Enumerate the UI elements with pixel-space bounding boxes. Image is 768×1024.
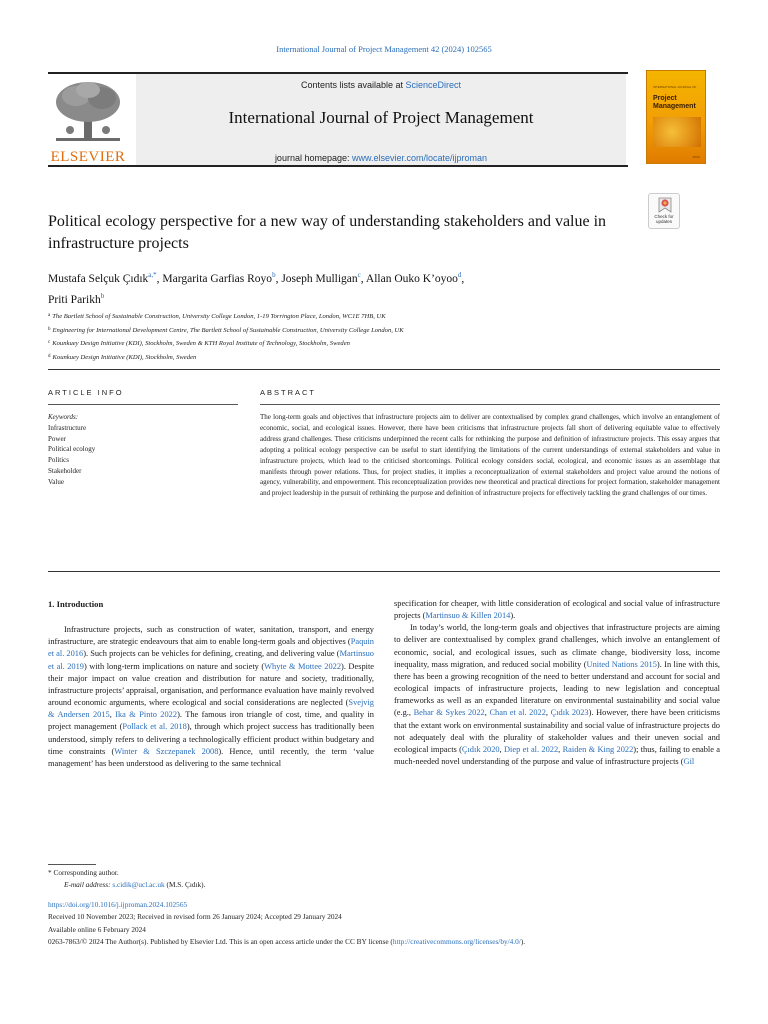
citation-link[interactable]: Whyte & Mottee 2022 <box>264 661 342 671</box>
body-paragraph <box>48 624 374 770</box>
contents-line <box>136 80 626 90</box>
author[interactable] <box>365 271 465 285</box>
received-dates: Received 10 November 2023; Received in revised form 26 January 2024; Accepted 29 January 2024 <box>48 912 342 922</box>
masthead-bottom-rule <box>48 165 628 167</box>
section-divider <box>48 369 720 370</box>
author-affiliation-mark[interactable]: d <box>457 271 462 279</box>
paragraph-text: , <box>499 744 504 754</box>
bookmark-check-icon <box>658 197 672 213</box>
affiliation-item <box>48 324 708 338</box>
cover-badge: IPMA <box>692 155 700 159</box>
affiliation-item <box>48 337 708 351</box>
affiliation-list <box>48 310 708 364</box>
author-name: Mustafa Selçuk Çıdık <box>48 273 149 285</box>
journal-title: International Journal of Project Management <box>228 108 534 127</box>
elsevier-tree-icon <box>48 78 128 146</box>
keyword: Stakeholder <box>48 466 82 475</box>
license-prefix: 0263-7863/© 2024 The Author(s). Published by Elsevier Ltd. This is an open access article under the CC BY license ( <box>48 936 393 946</box>
paragraph-text: ). Such projects can be vehicles for defining, creating, and delivering value ( <box>83 649 340 659</box>
check-for-updates-button[interactable] <box>648 193 680 229</box>
affiliation-letter: b <box>48 326 51 332</box>
paragraph-text: ). Hence, until recently, the term ‘value management’ has been understood as delivering to the same technical <box>48 746 374 768</box>
paragraph-text: ). The famous iron triangle of cost, time, and quality in project management ( <box>48 710 374 732</box>
author-name: Priti Parikh <box>48 294 101 306</box>
citation-link[interactable]: Svejvig & Andersen 2015 <box>48 698 374 720</box>
body-column-right <box>394 598 720 768</box>
publication-metadata <box>48 899 728 948</box>
contents-prefix: Contents lists available at <box>300 80 406 90</box>
citation-link[interactable]: Çıdık 2023 <box>550 708 589 718</box>
license-suffix: ). <box>520 936 526 946</box>
author-name: Joseph Mulligan <box>281 273 358 285</box>
author-affiliation-mark[interactable]: a,* <box>148 271 157 279</box>
abstract-end-rule <box>48 571 720 572</box>
author-affiliation-mark[interactable]: c <box>357 271 361 279</box>
author-separator: , <box>360 273 366 285</box>
abstract-text: The long-term goals and objectives that infrastructure projects aim to deliver are contextualised by complex grand challenges, which involve an entanglement of economic, social, and ecological issues. However, there have been criticisms that infrastructure projects fall short of delivering equitable value to effectively address grand challenges. These criticisms underpinned the recent calls for rethinking the purpose and definition of infrastructure projects. This essay argues that adopting a political ecology perspective can be useful to start identifying the limitations of the current understandings of external stakeholders and value in infrastructure projects, which lead to the criticised shortcomings. Political ecology considers social, ecological, and economic issues as an assemblage that manifests through power relations. Thus, for project studies, it implies a reconceptualization of external stakeholders and project value around the notions of agency, vulnerability, and empowerment. This reconceptualization provides new theoretical and practical directions for project formation, stakeholder management and project leadership in the pursuit of rethinking the purpose and definition of infrastructure projects for effectively tackling the grand challenges of our times. <box>260 413 720 498</box>
homepage-line <box>136 153 626 163</box>
author-separator: , <box>461 273 465 285</box>
section-heading: 1. Introduction <box>48 599 104 609</box>
corresponding-author-note: * Corresponding author. <box>48 868 119 877</box>
citation-link[interactable]: Martinsuo & Killen 2014 <box>425 611 511 621</box>
homepage-prefix: journal homepage: <box>274 153 352 163</box>
abstract-heading: ABSTRACT <box>260 388 317 397</box>
license-line <box>48 936 728 948</box>
author-list <box>48 267 648 309</box>
license-link[interactable]: http://creativecommons.org/licenses/by/4.0/ <box>392 936 521 946</box>
keywords-label: Keywords: <box>48 413 79 421</box>
affiliation-letter: d <box>48 353 51 359</box>
online-date: Available online 6 February 2024 <box>48 924 146 934</box>
citation-link[interactable]: Chan et al. 2022 <box>489 708 546 718</box>
citation-link[interactable]: Raiden & King 2022 <box>562 744 634 754</box>
author-separator: , <box>275 273 282 285</box>
journal-cover-thumbnail[interactable] <box>646 70 706 164</box>
citation-link[interactable]: Çıdık 2020 <box>461 744 500 754</box>
email-label: E-mail address: <box>64 880 113 890</box>
citation-link[interactable]: Martinsuo et al. 2019 <box>48 649 374 671</box>
paragraph-text: , <box>545 708 551 718</box>
citation-link[interactable]: United Nations 2015 <box>586 659 657 669</box>
citation-link[interactable]: Winter & Szczepanek 2008 <box>114 746 219 756</box>
keyword: Infrastructure <box>48 423 87 432</box>
affiliation-text: The Bartlett School of Sustainable Construction, University College London, 1-19 Torrington Place, London, WC1E 7HB, UK <box>52 313 386 320</box>
publisher-wordmark: ELSEVIER <box>50 149 126 165</box>
journal-reference[interactable]: International Journal of Project Management 42 (2024) 102565 <box>276 44 492 54</box>
citation-link[interactable]: Ika & Pinto 2022 <box>115 710 178 720</box>
elsevier-logo[interactable] <box>48 78 128 164</box>
email-owner: (M.S. Çıdık). <box>164 880 206 890</box>
keyword: Political ecology <box>48 445 96 454</box>
paragraph-text: specification for cheaper, with little consideration of ecological and social value of infrastructure projects ( <box>394 599 720 621</box>
paragraph-text: , <box>484 708 490 718</box>
abstract-rule <box>260 404 720 405</box>
author[interactable] <box>48 273 157 285</box>
paragraph-text: ). <box>510 611 516 621</box>
affiliation-item <box>48 310 708 324</box>
author-separator: , <box>156 273 163 285</box>
keyword: Value <box>48 477 64 486</box>
author-name: Allan Ouko K’oyoo <box>365 273 458 285</box>
sciencedirect-link[interactable]: ScienceDirect <box>405 80 462 90</box>
affiliation-letter: c <box>48 340 51 345</box>
paragraph-text: ); thus, failing to enable a much-needed novel understanding of the purpose and value of infrastructure projects ( <box>394 744 721 767</box>
cover-art <box>653 117 701 147</box>
doi-link[interactable]: https://doi.org/10.1016/j.ijproman.2024.102565 <box>48 900 188 909</box>
paragraph-text: ) with long-term implications on nature and society ( <box>83 661 265 671</box>
affiliation-text: Kounkuey Design Initiative (KDI), Stockholm, Sweden & KTH Royal Institute of Technology, Stockholm, Sweden <box>52 340 350 347</box>
affiliation-text: Engineering for International Development Centre, The Bartlett School of Sustainable Construction, University College London, UK <box>52 326 404 334</box>
paragraph-text: In today’s world, the long-term goals and objectives that infrastructure projects are aiming to deliver are contextualised by complex grand challenges, which involve an entanglement of economic, social, and ecological issues, such as climate change, biodiversity loss, income inequality, mass migration, and reduced social mobility ( <box>394 623 720 669</box>
citation-link[interactable]: Behar & Sykes 2022 <box>413 708 485 718</box>
paragraph-text: , <box>558 744 563 754</box>
paragraph-text: ). Despite their major impact on value creation and distribution for nature and society, traditionally, infrastructure projects’ appraisal, organisation, and performance evaluation have mainly revolved around economic arguments, where ecological and social considerations are neglected ( <box>48 661 375 708</box>
footnote-rule <box>48 864 96 865</box>
author[interactable] <box>281 273 360 285</box>
check-updates-label: Check for updates <box>654 214 674 224</box>
paper-title: Political ecology perspective for a new way of understanding stakeholders and value in infrastructure projects <box>48 213 607 252</box>
journal-masthead <box>48 72 720 166</box>
paragraph-text: Infrastructure projects, such as construction of water, sanitation, transport, and energy infrastructure, are strategic endeavours that aim to enable long-term goals and objectives ( <box>48 625 374 647</box>
keyword: Politics <box>48 456 70 465</box>
author[interactable] <box>48 294 104 306</box>
author-name: Margarita Garfias Royo <box>162 273 273 285</box>
body-column-left <box>48 598 374 770</box>
email-line <box>48 879 448 891</box>
masthead-center-panel <box>136 74 626 165</box>
body-paragraph <box>394 622 720 768</box>
paragraph-text: ). However, there have been criticisms that the extant work on environmental sustainability and social value of infrastructure projects do not adequately deal with the plurality of stakeholder values and their uneven social and ecological impacts ( <box>394 708 720 754</box>
cover-title: Project Management <box>653 95 696 110</box>
email-link[interactable]: s.cidik@ucl.ac.uk <box>112 880 165 890</box>
author-affiliation-mark[interactable]: b <box>100 292 105 300</box>
paragraph-text: ), through which project success has traditionally been understood, simply refers to delivering a technologically efficient product within budgetary and time constraints ( <box>48 722 375 756</box>
paragraph-text: ). In line with this, there has been a growing recognition of the need to better understand and account for social and ecological impacts of infrastructure projects, leading to new legislation and conceptual frameworks as well as an expanded literature on environmental sustainability and social value (e.g., <box>394 659 720 718</box>
article-info-rule <box>48 404 238 405</box>
article-info-heading: ARTICLE INFO <box>48 388 124 397</box>
footnote <box>48 867 448 891</box>
citation-link[interactable]: Paquin et al. 2016 <box>48 637 374 659</box>
affiliation-item <box>48 351 708 365</box>
citation-link[interactable]: Diep et al. 2022 <box>504 744 559 754</box>
paragraph-text: , <box>109 710 116 720</box>
homepage-link[interactable]: www.elsevier.com/locate/ijproman <box>352 153 488 163</box>
affiliation-letter: a <box>48 313 51 318</box>
keywords-block <box>48 412 238 488</box>
body-paragraph <box>394 598 720 622</box>
cover-small-text: INTERNATIONAL JOURNAL OF <box>653 85 697 89</box>
author[interactable] <box>162 273 275 285</box>
citation-link[interactable]: Pollack et al. 2018 <box>122 722 187 732</box>
affiliation-text: Kounkuey Design Initiative (KDI), Stockholm, Sweden <box>52 353 197 361</box>
keyword: Power <box>48 434 66 443</box>
author-affiliation-mark[interactable]: b <box>272 271 276 279</box>
citation-link[interactable]: Gil <box>683 757 695 767</box>
